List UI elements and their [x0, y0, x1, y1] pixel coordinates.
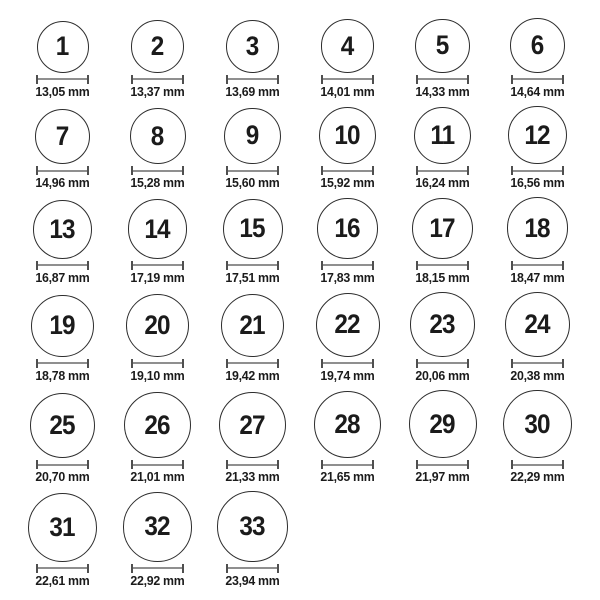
ring-circle — [224, 108, 281, 165]
ring-size-cell — [490, 18, 585, 99]
diameter-label: 15,92 mm — [320, 175, 375, 191]
diameter-label: 18,15 mm — [415, 269, 470, 285]
ring-size-number: 6 — [531, 29, 544, 60]
ring-size-number: 33 — [239, 511, 266, 542]
measure-tick-right-icon — [467, 359, 469, 368]
diameter-measure — [416, 75, 469, 84]
diameter-label: 15,60 mm — [225, 175, 280, 191]
diameter-measure — [226, 359, 279, 368]
diameter-label: 14,33 mm — [415, 83, 470, 99]
diameter-label: 13,05 mm — [35, 83, 90, 99]
ring-size-number: 2 — [151, 31, 164, 62]
measure-tick-right-icon — [182, 261, 184, 270]
ring-size-number: 21 — [239, 309, 266, 340]
measure-tick-right-icon — [182, 75, 184, 84]
diameter-label: 14,01 mm — [320, 83, 375, 99]
diameter-label: 22,61 mm — [35, 572, 90, 588]
diameter-label: 20,70 mm — [35, 469, 90, 485]
measure-rule-icon — [418, 464, 467, 466]
ring-size-cell — [15, 493, 110, 588]
ring-circle — [221, 294, 284, 357]
ring-size-item — [509, 18, 566, 99]
ring-size-item — [123, 492, 193, 588]
diameter-measure — [321, 261, 374, 270]
measure-rule-icon — [513, 264, 562, 266]
ring-size-cell — [300, 391, 395, 484]
ring-size-number: 29 — [429, 408, 456, 439]
ring-size-item — [317, 198, 378, 285]
measure-tick-right-icon — [182, 359, 184, 368]
diameter-label: 17,51 mm — [225, 269, 280, 285]
ring-size-cell — [15, 109, 110, 190]
ring-size-number: 9 — [246, 120, 259, 151]
diameter-label: 23,94 mm — [225, 572, 280, 588]
ring-circle — [223, 199, 283, 259]
ring-size-number: 17 — [429, 212, 456, 243]
ring-circle — [128, 199, 187, 258]
diameter-measure — [321, 166, 374, 175]
measure-rule-icon — [418, 264, 467, 266]
ring-size-cell — [490, 390, 585, 485]
measure-rule-icon — [38, 78, 87, 80]
measure-rule-icon — [418, 362, 467, 364]
ring-size-item — [319, 19, 376, 99]
ring-size-cell — [110, 199, 205, 284]
diameter-measure — [131, 75, 184, 84]
ring-circle — [505, 292, 570, 357]
diameter-label: 21,01 mm — [130, 469, 185, 485]
diameter-measure — [416, 359, 469, 368]
measure-tick-right-icon — [372, 460, 374, 469]
ring-circle — [37, 21, 89, 73]
ring-circle — [508, 106, 566, 164]
ring-size-item — [414, 107, 472, 191]
ring-circle — [412, 198, 473, 259]
ring-size-item — [217, 491, 287, 587]
diameter-label: 13,69 mm — [225, 83, 280, 99]
diameter-measure — [416, 261, 469, 270]
measure-rule-icon — [38, 567, 87, 569]
diameter-measure — [511, 460, 564, 469]
diameter-label: 18,47 mm — [510, 269, 565, 285]
ring-size-cell — [205, 491, 300, 587]
measure-tick-right-icon — [467, 261, 469, 270]
ring-circle — [28, 493, 97, 562]
ring-size-number: 25 — [49, 410, 76, 441]
ring-size-cell — [205, 108, 300, 191]
ring-size-cell — [395, 198, 490, 285]
ring-circle — [316, 293, 380, 357]
ring-size-item — [126, 294, 189, 383]
ring-size-item — [223, 199, 283, 285]
ring-size-item — [129, 108, 186, 190]
diameter-label: 22,29 mm — [510, 469, 565, 485]
ring-size-number: 4 — [341, 30, 354, 61]
ring-size-cell — [205, 392, 300, 485]
ring-size-number: 14 — [144, 213, 171, 244]
diameter-label: 21,33 mm — [225, 469, 280, 485]
ring-size-number: 31 — [49, 511, 76, 542]
ring-size-cell — [395, 292, 490, 383]
measure-rule-icon — [228, 170, 277, 172]
ring-size-item — [34, 109, 91, 190]
measure-tick-right-icon — [372, 75, 374, 84]
ring-size-number: 12 — [524, 119, 551, 150]
ring-circle — [217, 491, 287, 561]
ring-size-number: 18 — [524, 212, 551, 243]
ring-size-item — [224, 20, 281, 99]
measure-tick-right-icon — [562, 75, 564, 84]
ring-size-item — [314, 391, 381, 484]
ring-size-item — [503, 390, 572, 485]
ring-circle — [219, 392, 286, 459]
measure-rule-icon — [228, 464, 277, 466]
ring-size-item — [414, 19, 471, 99]
ring-size-number: 30 — [524, 408, 551, 439]
diameter-measure — [131, 564, 184, 573]
ring-size-cell — [490, 106, 585, 190]
measure-tick-right-icon — [277, 460, 279, 469]
measure-tick-right-icon — [87, 75, 89, 84]
diameter-measure — [131, 460, 184, 469]
measure-tick-right-icon — [87, 261, 89, 270]
measure-tick-right-icon — [467, 166, 469, 175]
ring-circle — [31, 295, 93, 357]
ring-circle — [319, 107, 376, 164]
ring-size-item — [319, 107, 376, 190]
ring-circle — [131, 20, 184, 73]
measure-tick-right-icon — [182, 564, 184, 573]
ring-size-item — [224, 108, 281, 191]
ring-circle — [414, 107, 472, 165]
diameter-label: 19,10 mm — [130, 367, 185, 383]
diameter-label: 20,38 mm — [510, 367, 565, 383]
ring-size-number: 5 — [436, 30, 449, 61]
ring-size-number: 10 — [334, 120, 361, 151]
measure-rule-icon — [133, 567, 182, 569]
measure-rule-icon — [228, 362, 277, 364]
ring-size-item — [507, 197, 569, 285]
ring-size-item — [33, 200, 92, 285]
ring-circle — [226, 20, 279, 73]
diameter-label: 16,24 mm — [415, 175, 470, 191]
ring-size-cell — [205, 20, 300, 99]
ring-circle — [510, 18, 565, 73]
measure-tick-right-icon — [467, 75, 469, 84]
ring-size-item — [129, 20, 186, 99]
diameter-label: 16,56 mm — [510, 175, 565, 191]
ring-size-number: 26 — [144, 409, 171, 440]
diameter-measure — [416, 460, 469, 469]
ring-size-number: 3 — [246, 30, 259, 61]
diameter-measure — [36, 166, 89, 175]
measure-rule-icon — [418, 78, 467, 80]
ring-size-item — [124, 392, 190, 484]
ring-size-item — [221, 294, 284, 383]
diameter-measure — [131, 359, 184, 368]
ring-circle — [409, 390, 477, 458]
diameter-measure — [226, 75, 279, 84]
ring-size-item — [316, 293, 380, 383]
measure-tick-right-icon — [182, 166, 184, 175]
measure-rule-icon — [228, 78, 277, 80]
measure-rule-icon — [133, 78, 182, 80]
ring-circle — [35, 109, 90, 164]
diameter-measure — [36, 564, 89, 573]
diameter-measure — [226, 460, 279, 469]
ring-size-cell — [300, 198, 395, 285]
diameter-label: 19,42 mm — [225, 367, 280, 383]
diameter-measure — [321, 460, 374, 469]
ring-size-item — [508, 106, 566, 190]
measure-tick-right-icon — [562, 261, 564, 270]
measure-rule-icon — [133, 362, 182, 364]
measure-rule-icon — [38, 464, 87, 466]
diameter-label: 17,19 mm — [130, 269, 185, 285]
ring-circle — [410, 292, 475, 357]
measure-tick-right-icon — [467, 460, 469, 469]
measure-rule-icon — [323, 464, 372, 466]
diameter-label: 14,64 mm — [510, 83, 565, 99]
ring-size-cell — [395, 390, 490, 484]
ring-size-cell — [15, 393, 110, 485]
diameter-label: 21,65 mm — [320, 469, 375, 485]
measure-tick-right-icon — [372, 359, 374, 368]
ring-size-cell — [205, 199, 300, 285]
ring-circle — [126, 294, 189, 357]
ring-size-cell — [110, 20, 205, 99]
measure-rule-icon — [133, 264, 182, 266]
ring-size-cell — [300, 293, 395, 383]
measure-rule-icon — [513, 464, 562, 466]
diameter-measure — [131, 261, 184, 270]
ring-size-number: 20 — [144, 310, 171, 341]
ring-circle — [123, 492, 193, 562]
ring-size-cell — [110, 392, 205, 484]
ring-size-number: 28 — [334, 409, 361, 440]
ring-size-cell — [15, 21, 110, 99]
diameter-measure — [226, 261, 279, 270]
ring-circle — [130, 108, 186, 164]
ring-size-number: 19 — [49, 310, 76, 341]
measure-tick-right-icon — [87, 359, 89, 368]
diameter-measure — [36, 75, 89, 84]
measure-rule-icon — [38, 362, 87, 364]
ring-size-number: 15 — [239, 213, 266, 244]
diameter-label: 13,37 mm — [130, 83, 185, 99]
ring-size-item — [409, 390, 477, 484]
ring-circle — [317, 198, 378, 259]
diameter-label: 19,74 mm — [320, 367, 375, 383]
chart-row — [15, 18, 585, 99]
measure-tick-right-icon — [182, 460, 184, 469]
ring-size-item — [28, 493, 97, 588]
measure-rule-icon — [228, 264, 277, 266]
ring-size-item — [219, 392, 286, 485]
diameter-measure — [511, 261, 564, 270]
ring-circle — [507, 197, 569, 259]
ring-size-cell — [490, 292, 585, 383]
diameter-measure — [321, 359, 374, 368]
ring-size-cell — [395, 107, 490, 191]
diameter-label: 21,97 mm — [415, 469, 470, 485]
diameter-measure — [36, 261, 89, 270]
diameter-label: 17,83 mm — [320, 269, 375, 285]
ring-size-cell — [15, 295, 110, 383]
ring-size-number: 8 — [151, 120, 164, 151]
ring-size-number: 32 — [144, 511, 171, 542]
measure-rule-icon — [133, 170, 182, 172]
measure-tick-right-icon — [277, 75, 279, 84]
measure-tick-right-icon — [372, 166, 374, 175]
measure-tick-right-icon — [87, 460, 89, 469]
ring-size-cell — [110, 108, 205, 190]
ring-size-cell — [205, 294, 300, 383]
diameter-measure — [416, 166, 469, 175]
ring-circle — [321, 19, 375, 73]
chart-row — [15, 197, 585, 285]
ring-size-number: 23 — [429, 309, 456, 340]
measure-rule-icon — [38, 264, 87, 266]
chart-row — [15, 390, 585, 485]
diameter-label: 22,92 mm — [130, 572, 185, 588]
measure-tick-right-icon — [372, 261, 374, 270]
measure-tick-right-icon — [562, 166, 564, 175]
ring-circle — [124, 392, 190, 458]
ring-size-cell — [110, 492, 205, 588]
ring-size-number: 22 — [334, 309, 361, 340]
ring-circle — [30, 393, 96, 459]
measure-rule-icon — [513, 170, 562, 172]
diameter-label: 16,87 mm — [35, 269, 90, 285]
diameter-measure — [321, 75, 374, 84]
chart-row — [15, 106, 585, 190]
measure-rule-icon — [133, 464, 182, 466]
measure-rule-icon — [323, 264, 372, 266]
ring-size-number: 24 — [524, 308, 551, 339]
measure-tick-right-icon — [277, 261, 279, 270]
ring-size-cell — [395, 19, 490, 99]
measure-rule-icon — [323, 362, 372, 364]
measure-rule-icon — [323, 78, 372, 80]
ring-size-number: 11 — [430, 119, 455, 150]
ring-size-cell — [110, 294, 205, 383]
ring-size-item — [412, 198, 473, 285]
ring-size-item — [34, 21, 91, 99]
measure-tick-right-icon — [277, 564, 279, 573]
measure-rule-icon — [513, 362, 562, 364]
ring-size-cell — [300, 107, 395, 190]
diameter-label: 14,96 mm — [35, 175, 90, 191]
ring-size-cell — [300, 19, 395, 99]
diameter-measure — [36, 460, 89, 469]
ring-size-item — [31, 295, 93, 383]
ring-size-item — [30, 393, 96, 485]
chart-row — [15, 491, 585, 587]
ring-circle — [314, 391, 381, 458]
diameter-label: 18,78 mm — [35, 367, 90, 383]
ring-size-item — [410, 292, 475, 383]
diameter-measure — [36, 359, 89, 368]
ring-size-item — [505, 292, 570, 383]
diameter-measure — [511, 166, 564, 175]
measure-tick-right-icon — [277, 359, 279, 368]
ring-size-number: 16 — [334, 213, 361, 244]
measure-rule-icon — [513, 78, 562, 80]
ring-size-number: 1 — [56, 31, 69, 62]
measure-tick-right-icon — [562, 359, 564, 368]
measure-rule-icon — [323, 170, 372, 172]
ring-size-number: 7 — [56, 120, 69, 151]
diameter-measure — [131, 166, 184, 175]
ring-size-item — [128, 199, 187, 284]
measure-tick-right-icon — [277, 166, 279, 175]
ring-size-cell — [490, 197, 585, 285]
diameter-measure — [226, 166, 279, 175]
ring-circle — [33, 200, 92, 259]
diameter-measure — [226, 564, 279, 573]
diameter-label: 20,06 mm — [415, 367, 470, 383]
measure-rule-icon — [418, 170, 467, 172]
diameter-measure — [511, 75, 564, 84]
ring-circle — [415, 19, 469, 73]
ring-size-cell — [15, 200, 110, 285]
measure-rule-icon — [228, 567, 277, 569]
chart-row — [15, 292, 585, 383]
measure-tick-right-icon — [562, 460, 564, 469]
measure-tick-right-icon — [87, 564, 89, 573]
ring-circle — [503, 390, 572, 459]
measure-tick-right-icon — [87, 166, 89, 175]
ring-size-number: 27 — [239, 409, 266, 440]
ring-size-number: 13 — [49, 213, 76, 244]
diameter-measure — [511, 359, 564, 368]
measure-rule-icon — [38, 170, 87, 172]
diameter-label: 15,28 mm — [130, 175, 185, 191]
